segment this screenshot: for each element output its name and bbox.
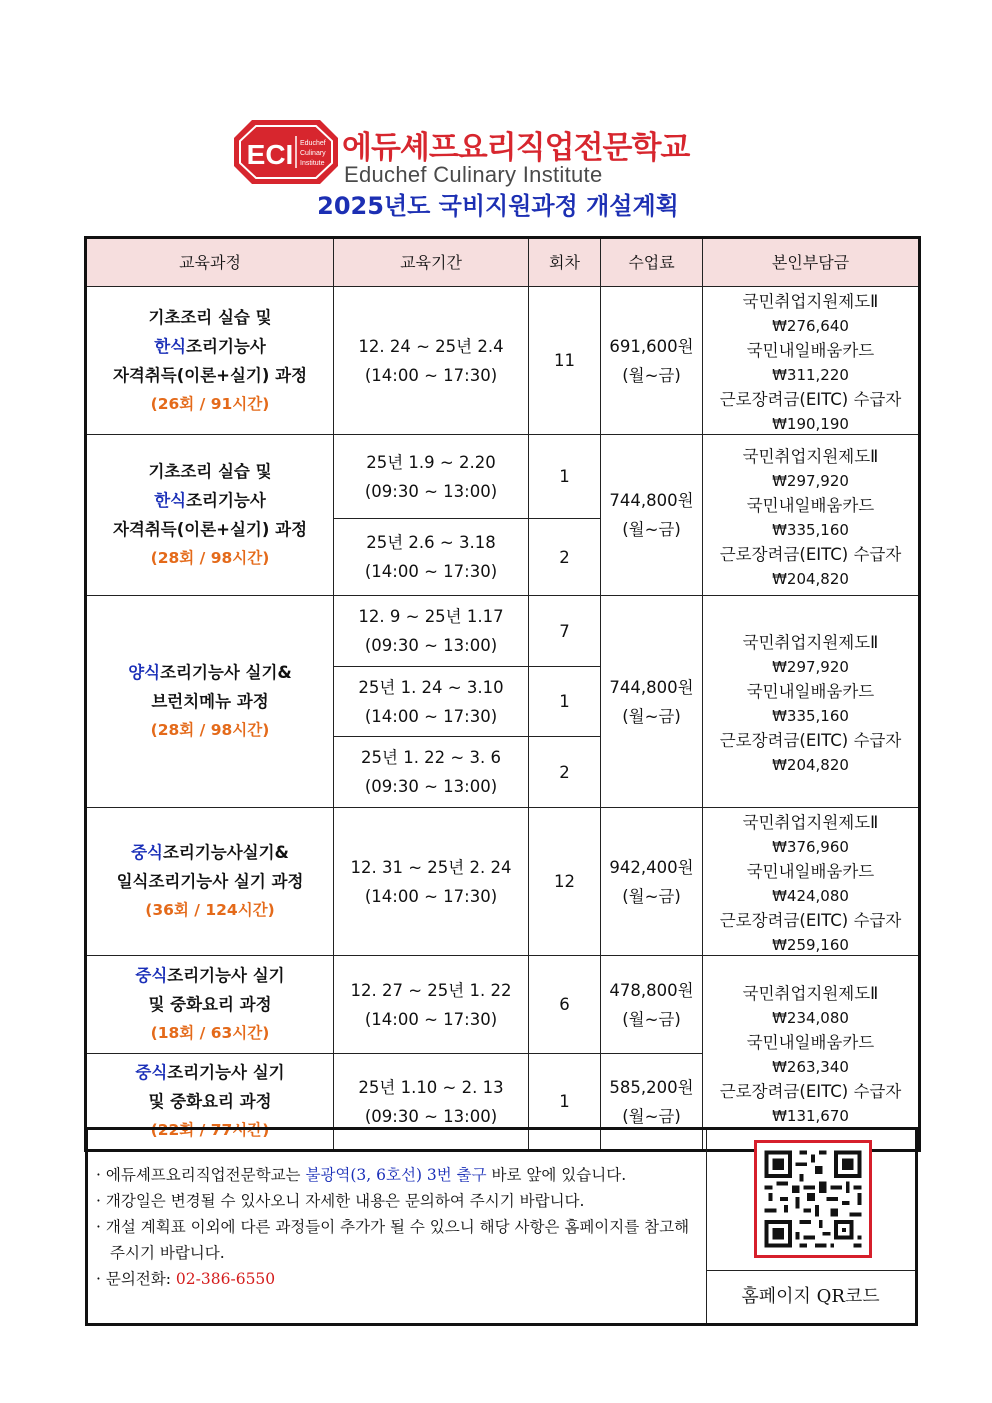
- header-course: 교육과정: [86, 238, 334, 287]
- burden-amount: ₩376,960: [772, 838, 849, 856]
- period-dates: 12. 24 ~ 25년 2.4: [358, 336, 504, 356]
- course-line: [87, 332, 333, 361]
- burden-amount: ₩204,820: [772, 569, 849, 588]
- period-dates: 12. 31 ~ 25년 2. 24: [350, 857, 512, 877]
- round-cell: 1: [529, 1054, 601, 1151]
- burden-cell: [703, 956, 920, 1151]
- course-line: 자격취득(이론+실기) 과정: [112, 520, 308, 539]
- burden-cell: [703, 287, 920, 435]
- burden-amount: ₩311,220: [772, 366, 849, 384]
- header-round: 회차: [529, 238, 601, 287]
- qr-caption: 홈페이지 QR코드: [741, 1286, 880, 1307]
- course-hours: (36회 / 124시간): [145, 901, 275, 919]
- course-text: 조리기능사 실기&: [160, 663, 292, 682]
- course-text: 조리기능사: [186, 336, 266, 356]
- burden-amount: ₩204,820: [772, 756, 849, 774]
- period-time: (14:00 ~ 17:30): [364, 1009, 498, 1029]
- burden-amount: ₩424,080: [772, 887, 849, 905]
- course-cell: [86, 435, 334, 596]
- period-cell: [334, 519, 529, 596]
- logo-small-2: Culinary: [300, 150, 326, 157]
- table-header-row: [86, 238, 920, 287]
- period-dates: 25년 1. 22 ~ 3. 6: [361, 748, 501, 767]
- bullet: ·: [96, 1166, 101, 1184]
- period-cell: [334, 737, 529, 808]
- round-cell: 2: [529, 519, 601, 596]
- course-highlight: 중식: [135, 966, 168, 985]
- period-cell: [334, 667, 529, 737]
- burden-label: 국민내일배움카드: [746, 341, 875, 360]
- phone-number[interactable]: 02-386-6550: [175, 1270, 276, 1288]
- burden-label: 국민내일배움카드: [746, 862, 875, 881]
- burden-label: 근로장려금(EITC) 수급자: [719, 911, 902, 930]
- course-highlight: 한식: [154, 336, 187, 356]
- course-highlight: 중식: [135, 1063, 168, 1082]
- course-line: [87, 1058, 333, 1087]
- burden-amount: ₩190,190: [772, 415, 849, 433]
- course-highlight: 중식: [131, 843, 163, 862]
- burden-label: 국민내일배움카드: [746, 682, 875, 701]
- logo-small-1: Educhef: [300, 140, 326, 147]
- course-text: 조리기능사 실기: [167, 1063, 285, 1082]
- bullet: ·: [96, 1218, 101, 1236]
- fee-days: (월~금): [622, 365, 681, 385]
- round-cell: 1: [529, 667, 601, 737]
- note-text: 개강일은 변경될 수 있사오니 자세한 내용은 문의하여 주시기 바랍니다.: [105, 1192, 585, 1210]
- table-row: [86, 435, 920, 519]
- burden-label: 근로장려금(EITC) 수급자: [719, 731, 902, 750]
- note-highlight: 불광역(3, 6호선) 3번 출구: [305, 1166, 487, 1184]
- period-dates: 25년 2.6 ~ 3.18: [366, 533, 496, 552]
- fee-amount: 585,200원: [609, 1077, 694, 1097]
- period-time: (09:30 ~ 13:00): [364, 777, 498, 796]
- header-fee: 수업료: [601, 238, 703, 287]
- burden-amount: ₩263,340: [772, 1058, 849, 1076]
- period-dates: 25년 1.10 ~ 2. 13: [358, 1077, 504, 1097]
- burden-label: 국민내일배움카드: [746, 1033, 875, 1052]
- burden-amount: ₩276,640: [772, 317, 849, 335]
- course-text: 조리기능사 실기: [167, 966, 285, 985]
- round-cell: 6: [529, 956, 601, 1054]
- table-row: [86, 808, 920, 956]
- round-cell: 2: [529, 737, 601, 808]
- course-cell: [86, 596, 334, 808]
- fee-days: (월~금): [622, 886, 681, 906]
- round-cell: 1: [529, 435, 601, 519]
- period-time: (14:00 ~ 17:30): [364, 562, 498, 581]
- course-cell: [86, 956, 334, 1054]
- course-hours: (22회 / 77시간): [150, 1121, 270, 1139]
- burden-amount: ₩259,160: [772, 936, 849, 954]
- round-cell: 12: [529, 808, 601, 956]
- fee-days: (월~금): [622, 1106, 681, 1126]
- page-title: 2025년도 국비지원과정 개설계획: [317, 192, 679, 220]
- period-cell: [334, 808, 529, 956]
- course-line: 기초조리 실습 및: [148, 462, 272, 481]
- footer-info-box: [85, 1127, 918, 1326]
- fee-cell: [601, 596, 703, 808]
- note-schedule: [96, 1188, 702, 1214]
- burden-amount: ₩297,920: [772, 471, 849, 490]
- course-hours: (26회 / 91시간): [150, 394, 270, 413]
- burden-label: 국민취업지원제도Ⅱ: [742, 633, 879, 652]
- fee-cell: [601, 287, 703, 435]
- note-location: [96, 1162, 702, 1188]
- fee-cell: [601, 808, 703, 956]
- course-cell: [86, 287, 334, 435]
- course-line: [87, 961, 333, 990]
- school-name-en: Educhef Culinary Institute: [344, 162, 603, 187]
- note-text: 개설 계획표 이외에 다른 과정들이 추가가 될 수 있으니 해당 사항은 홈페이지를 참고해주시기 바랍니다.: [105, 1218, 690, 1262]
- notes: [96, 1162, 702, 1292]
- burden-label: 근로장려금(EITC) 수급자: [719, 1082, 902, 1101]
- period-time: (14:00 ~ 17:30): [364, 886, 498, 906]
- period-dates: 12. 9 ~ 25년 1.17: [358, 607, 504, 626]
- burden-amount: ₩131,670: [772, 1107, 849, 1125]
- course-line: 브런치메뉴 과정: [151, 692, 269, 711]
- round-cell: 11: [529, 287, 601, 435]
- table-row: [86, 287, 920, 435]
- note-homepage: [96, 1214, 702, 1266]
- period-time: (14:00 ~ 17:30): [364, 706, 498, 726]
- period-time: (09:30 ~ 13:00): [364, 1106, 498, 1126]
- period-time: (09:30 ~ 13:00): [364, 636, 498, 655]
- burden-amount: ₩335,160: [772, 520, 849, 539]
- burden-label: 근로장려금(EITC) 수급자: [719, 544, 902, 564]
- burden-label: 국민취업지원제도Ⅱ: [742, 292, 879, 311]
- period-dates: 12. 27 ~ 25년 1. 22: [350, 980, 512, 1000]
- burden-label: 국민취업지원제도Ⅱ: [742, 984, 879, 1003]
- eci-logo-icon: [232, 118, 340, 186]
- fee-days: (월~금): [622, 1009, 681, 1029]
- fee-cell: [601, 956, 703, 1054]
- header-burden: 본인부담금: [703, 238, 920, 287]
- fee-amount: 744,800원: [609, 677, 694, 697]
- course-highlight: 한식: [154, 491, 187, 510]
- fee-days: (월~금): [622, 520, 681, 539]
- note-phone: [96, 1266, 702, 1292]
- fee-amount: 478,800원: [609, 980, 694, 1000]
- qr-code[interactable]: [754, 1140, 872, 1258]
- burden-cell: [703, 596, 920, 808]
- course-line: [87, 838, 333, 867]
- burden-label: 국민내일배움카드: [746, 495, 875, 515]
- course-hours: (18회 / 63시간): [150, 1024, 270, 1042]
- course-line: [87, 486, 333, 515]
- burden-label: 국민취업지원제도Ⅱ: [742, 446, 879, 466]
- course-cell: [86, 808, 334, 956]
- burden-amount: ₩234,080: [772, 1009, 849, 1027]
- burden-cell: [703, 808, 920, 956]
- phone-label: 문의전화:: [105, 1270, 176, 1288]
- course-line: [87, 658, 333, 687]
- period-time: (09:30 ~ 13:00): [364, 481, 498, 501]
- course-line: 자격취득(이론+실기) 과정: [112, 365, 308, 385]
- course-hours: (28회 / 98시간): [150, 721, 270, 739]
- burden-amount: ₩335,160: [772, 707, 849, 725]
- fee-amount: 744,800원: [609, 491, 694, 510]
- course-line: 및 중화요리 과정: [148, 995, 272, 1014]
- table-row: [86, 596, 920, 667]
- school-name-kr: 에듀셰프요리직업전문학교: [342, 130, 690, 166]
- period-cell: [334, 956, 529, 1054]
- header-period: 교육기간: [334, 238, 529, 287]
- note-text: 바로 앞에 있습니다.: [486, 1166, 627, 1184]
- period-cell: [334, 435, 529, 519]
- fee-days: (월~금): [622, 706, 681, 726]
- course-text: 조리기능사: [186, 491, 266, 510]
- period-dates: 25년 1. 24 ~ 3.10: [358, 677, 504, 697]
- burden-cell: [703, 435, 920, 596]
- round-cell: 7: [529, 596, 601, 667]
- fee-amount: 942,400원: [609, 857, 694, 877]
- period-dates: 25년 1.9 ~ 2.20: [366, 452, 496, 472]
- course-hours: (28회 / 98시간): [150, 549, 270, 567]
- course-plan-table: [84, 236, 921, 1152]
- burden-amount: ₩297,920: [772, 658, 849, 676]
- logo-small-3: Institute: [300, 160, 325, 167]
- fee-amount: 691,600원: [609, 336, 694, 356]
- course-highlight: 양식: [128, 663, 161, 682]
- period-cell: [334, 596, 529, 667]
- period-time: (14:00 ~ 17:30): [364, 365, 498, 385]
- qr-code-icon: [757, 1143, 869, 1255]
- course-line: 및 중화요리 과정: [148, 1092, 272, 1111]
- fee-cell: [601, 435, 703, 596]
- course-line: 기초조리 실습 및: [148, 307, 272, 327]
- table-row: [86, 956, 920, 1054]
- period-cell: [334, 287, 529, 435]
- bullet: ·: [96, 1192, 101, 1210]
- bullet: ·: [96, 1270, 101, 1288]
- course-line: 일식조리기능사 실기 과정: [116, 872, 304, 891]
- note-text: 에듀셰프요리직업전문학교는: [105, 1166, 306, 1184]
- burden-label: 국민취업지원제도Ⅱ: [742, 813, 879, 832]
- burden-label: 근로장려금(EITC) 수급자: [719, 390, 902, 409]
- logo-mark: ECI: [246, 139, 294, 170]
- course-text: 조리기능사실기&: [162, 843, 289, 862]
